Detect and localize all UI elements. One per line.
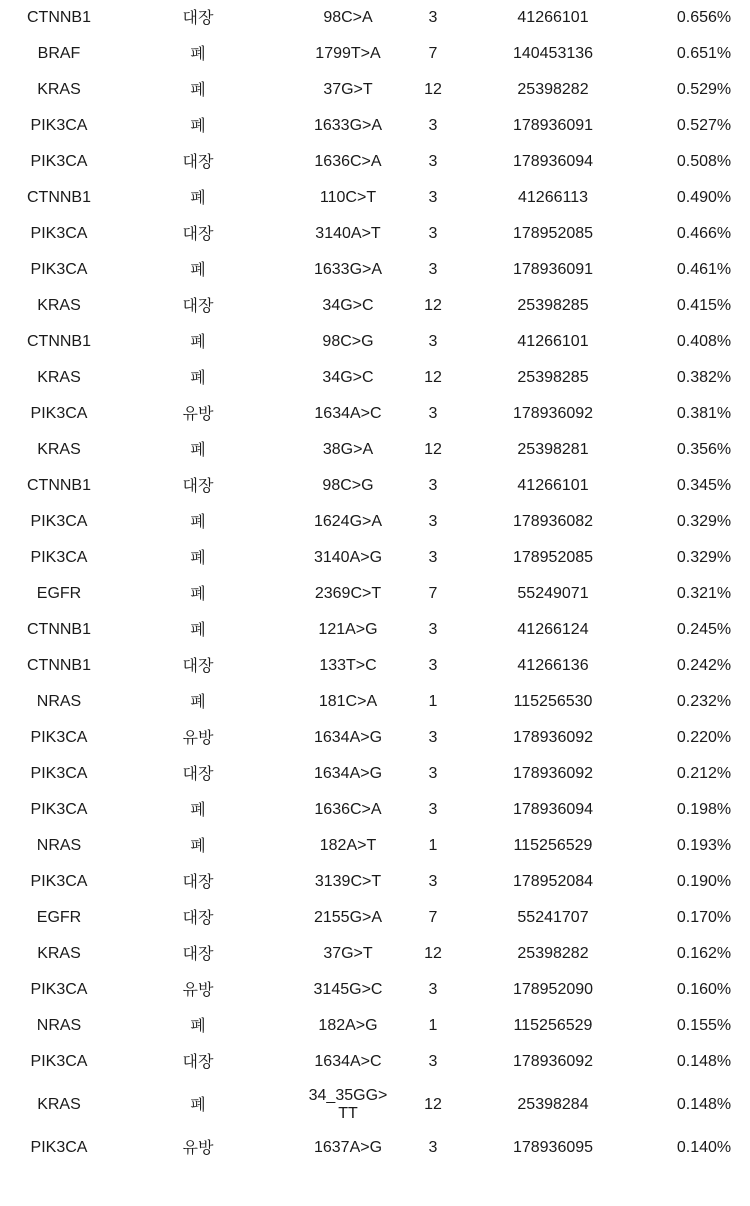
table-row xyxy=(0,72,750,108)
gene-cell: PIK3CA xyxy=(30,1139,88,1156)
tissue-cell: 폐 xyxy=(190,80,206,99)
mutation-text: 1633G>A xyxy=(313,117,383,134)
position-cell: 41266124 xyxy=(517,621,589,638)
mutation-text: 182A>T xyxy=(319,837,377,854)
position-cell: 178952090 xyxy=(512,981,594,998)
exon-cell: 1 xyxy=(428,693,438,710)
mutation-cell xyxy=(278,288,418,324)
table-row xyxy=(0,900,750,936)
mutation-text: 182A>G xyxy=(318,1017,378,1034)
position-cell: 25398282 xyxy=(517,81,589,98)
frequency-cell: 0.170% xyxy=(676,909,732,926)
position-cell: 41266101 xyxy=(517,477,589,494)
table-row xyxy=(0,396,750,432)
gene-cell: NRAS xyxy=(36,837,82,854)
table-row xyxy=(0,936,750,972)
tissue-cell: 폐 xyxy=(190,620,206,639)
frequency-cell: 0.651% xyxy=(676,45,732,62)
tissue-cell: 유방 xyxy=(182,980,214,999)
frequency-cell: 0.529% xyxy=(676,81,732,98)
gene-cell: PIK3CA xyxy=(30,513,88,530)
table-row xyxy=(0,1008,750,1044)
exon-cell: 3 xyxy=(428,477,438,494)
position-cell: 178936094 xyxy=(512,801,594,818)
mutation-cell xyxy=(278,648,418,684)
table-row xyxy=(0,1080,750,1130)
gene-cell: CTNNB1 xyxy=(26,189,91,206)
table-row xyxy=(0,0,750,36)
exon-cell: 3 xyxy=(428,1139,438,1156)
tissue-cell: 폐 xyxy=(190,512,206,531)
tissue-cell: 대장 xyxy=(182,764,214,783)
frequency-cell: 0.461% xyxy=(676,261,732,278)
frequency-cell: 0.490% xyxy=(676,189,732,206)
exon-cell: 12 xyxy=(424,81,442,98)
frequency-cell: 0.190% xyxy=(676,873,732,890)
position-cell: 178936092 xyxy=(512,729,594,746)
position-cell: 178936082 xyxy=(512,513,594,530)
exon-cell: 3 xyxy=(428,657,438,674)
mutation-cell xyxy=(278,792,418,828)
gene-cell: PIK3CA xyxy=(30,801,88,818)
gene-cell: KRAS xyxy=(37,441,81,458)
page-bottom-space xyxy=(0,1166,750,1206)
tissue-cell: 폐 xyxy=(190,1095,206,1114)
mutation-text: 1624G>A xyxy=(313,513,383,530)
exon-cell: 3 xyxy=(428,261,438,278)
tissue-cell: 유방 xyxy=(182,1138,214,1157)
frequency-cell: 0.160% xyxy=(676,981,732,998)
mutation-cell xyxy=(278,756,418,792)
position-cell: 178936091 xyxy=(512,261,594,278)
mutation-cell xyxy=(278,324,418,360)
mutation-cell xyxy=(278,0,418,36)
frequency-cell: 0.140% xyxy=(676,1139,732,1156)
mutation-text: 3139C>T xyxy=(314,873,382,890)
mutation-text: 3145G>C xyxy=(313,981,383,998)
position-cell: 178936092 xyxy=(512,405,594,422)
exon-cell: 3 xyxy=(428,801,438,818)
tissue-cell: 유방 xyxy=(182,404,214,423)
exon-cell: 3 xyxy=(428,153,438,170)
table-row xyxy=(0,1130,750,1166)
exon-cell: 3 xyxy=(428,333,438,350)
exon-cell: 3 xyxy=(428,621,438,638)
gene-cell: NRAS xyxy=(36,693,82,710)
tissue-cell: 폐 xyxy=(190,692,206,711)
gene-cell: CTNNB1 xyxy=(26,621,91,638)
position-cell: 41266101 xyxy=(517,333,589,350)
mutation-cell xyxy=(278,1008,418,1044)
table-row xyxy=(0,252,750,288)
frequency-cell: 0.148% xyxy=(676,1053,732,1070)
mutation-text: 34G>C xyxy=(322,297,374,314)
mutation-text: 37G>T xyxy=(323,81,373,98)
gene-cell: KRAS xyxy=(37,297,81,314)
position-cell: 115256529 xyxy=(513,837,593,854)
gene-cell: PIK3CA xyxy=(30,729,88,746)
mutation-text: 34G>C xyxy=(322,369,374,386)
mutation-cell xyxy=(278,180,418,216)
mutation-cell xyxy=(278,612,418,648)
gene-cell: PIK3CA xyxy=(30,873,88,890)
table-row xyxy=(0,216,750,252)
position-cell: 25398284 xyxy=(517,1096,589,1113)
mutation-cell xyxy=(278,828,418,864)
exon-cell: 3 xyxy=(428,117,438,134)
mutation-text: 38G>A xyxy=(322,441,374,458)
table-row xyxy=(0,144,750,180)
tissue-cell: 폐 xyxy=(190,44,206,63)
table-row xyxy=(0,720,750,756)
exon-cell: 7 xyxy=(428,909,438,926)
mutation-text: 2155G>A xyxy=(313,909,383,926)
position-cell: 41266101 xyxy=(517,9,589,26)
gene-cell: PIK3CA xyxy=(30,405,88,422)
gene-cell: PIK3CA xyxy=(30,117,88,134)
frequency-cell: 0.329% xyxy=(676,549,732,566)
exon-cell: 1 xyxy=(428,1017,438,1034)
position-cell: 115256530 xyxy=(513,693,593,710)
exon-cell: 1 xyxy=(428,837,438,854)
table-row xyxy=(0,288,750,324)
mutation-text: 110C>T xyxy=(319,189,377,206)
tissue-cell: 대장 xyxy=(182,1052,214,1071)
position-cell: 55241707 xyxy=(517,909,589,926)
exon-cell: 3 xyxy=(428,9,438,26)
gene-cell: PIK3CA xyxy=(30,261,88,278)
table-row xyxy=(0,180,750,216)
table-row xyxy=(0,1044,750,1080)
position-cell: 178936092 xyxy=(512,1053,594,1070)
gene-cell: KRAS xyxy=(37,81,81,98)
exon-cell: 3 xyxy=(428,765,438,782)
position-cell: 25398285 xyxy=(517,369,589,386)
tissue-cell: 폐 xyxy=(190,1016,206,1035)
table-row xyxy=(0,648,750,684)
mutation-cell xyxy=(278,1044,418,1080)
table-row xyxy=(0,612,750,648)
tissue-cell: 대장 xyxy=(182,656,214,675)
position-cell: 178952085 xyxy=(512,549,594,566)
tissue-cell: 대장 xyxy=(182,908,214,927)
mutation-cell xyxy=(278,432,418,468)
table-row xyxy=(0,108,750,144)
gene-cell: KRAS xyxy=(37,945,81,962)
tissue-cell: 대장 xyxy=(182,296,214,315)
tissue-cell: 폐 xyxy=(190,836,206,855)
position-cell: 178952085 xyxy=(512,225,594,242)
mutation-text: 1636C>A xyxy=(314,153,382,170)
tissue-cell: 폐 xyxy=(190,116,206,135)
mutation-cell xyxy=(278,576,418,612)
table-row xyxy=(0,468,750,504)
tissue-cell: 폐 xyxy=(190,188,206,207)
frequency-cell: 0.193% xyxy=(676,837,732,854)
position-cell: 41266113 xyxy=(518,189,588,206)
exon-cell: 3 xyxy=(428,189,438,206)
mutation-text: 1634A>C xyxy=(314,1053,382,1070)
mutation-text: 1799T>A xyxy=(315,45,381,62)
mutation-cell xyxy=(278,396,418,432)
mutation-text: 3140A>T xyxy=(315,225,381,242)
mutation-cell xyxy=(278,72,418,108)
frequency-cell: 0.381% xyxy=(676,405,732,422)
tissue-cell: 폐 xyxy=(190,368,206,387)
exon-cell: 12 xyxy=(424,369,442,386)
mutation-cell xyxy=(278,108,418,144)
exon-cell: 3 xyxy=(428,873,438,890)
tissue-cell: 유방 xyxy=(182,728,214,747)
mutation-text: 181C>A xyxy=(318,693,378,710)
mutation-cell xyxy=(278,1130,418,1166)
gene-cell: PIK3CA xyxy=(30,225,88,242)
mutation-cell xyxy=(278,720,418,756)
position-cell: 25398281 xyxy=(517,441,589,458)
exon-cell: 3 xyxy=(428,981,438,998)
frequency-cell: 0.220% xyxy=(676,729,732,746)
table-row xyxy=(0,828,750,864)
table-row xyxy=(0,792,750,828)
position-cell: 178936091 xyxy=(512,117,594,134)
gene-cell: CTNNB1 xyxy=(26,477,91,494)
position-cell: 25398285 xyxy=(517,297,589,314)
frequency-cell: 0.155% xyxy=(676,1017,732,1034)
frequency-cell: 0.212% xyxy=(676,765,732,782)
mutation-text: 34_35GG>TT xyxy=(308,1087,388,1122)
frequency-cell: 0.329% xyxy=(676,513,732,530)
exon-cell: 3 xyxy=(428,405,438,422)
table-row xyxy=(0,756,750,792)
frequency-cell: 0.148% xyxy=(676,1096,732,1113)
tissue-cell: 폐 xyxy=(190,584,206,603)
gene-cell: PIK3CA xyxy=(30,549,88,566)
mutation-cell xyxy=(278,252,418,288)
position-cell: 178936095 xyxy=(512,1139,594,1156)
gene-cell: EGFR xyxy=(36,909,82,926)
mutation-cell xyxy=(278,504,418,540)
frequency-cell: 0.356% xyxy=(676,441,732,458)
gene-cell: PIK3CA xyxy=(30,765,88,782)
mutation-text: 121A>G xyxy=(318,621,378,638)
frequency-cell: 0.245% xyxy=(676,621,732,638)
mutation-text: 3140A>G xyxy=(313,549,383,566)
tissue-cell: 폐 xyxy=(190,440,206,459)
table-row xyxy=(0,576,750,612)
mutation-cell xyxy=(278,360,418,396)
exon-cell: 3 xyxy=(428,729,438,746)
gene-cell: NRAS xyxy=(36,1017,82,1034)
gene-cell: KRAS xyxy=(37,1096,81,1113)
gene-cell: KRAS xyxy=(37,369,81,386)
frequency-cell: 0.321% xyxy=(676,585,732,602)
frequency-cell: 0.232% xyxy=(676,693,732,710)
frequency-cell: 0.527% xyxy=(676,117,732,134)
frequency-cell: 0.656% xyxy=(676,9,732,26)
exon-cell: 3 xyxy=(428,549,438,566)
frequency-cell: 0.242% xyxy=(676,657,732,674)
mutation-text: 37G>T xyxy=(323,945,373,962)
mutation-text: 1636C>A xyxy=(314,801,382,818)
table-row xyxy=(0,360,750,396)
mutation-cell xyxy=(278,900,418,936)
gene-cell: CTNNB1 xyxy=(26,657,91,674)
frequency-cell: 0.415% xyxy=(676,297,732,314)
exon-cell: 7 xyxy=(428,585,438,602)
mutation-cell xyxy=(278,468,418,504)
tissue-cell: 폐 xyxy=(190,332,206,351)
frequency-cell: 0.345% xyxy=(676,477,732,494)
tissue-cell: 대장 xyxy=(182,872,214,891)
tissue-cell: 폐 xyxy=(190,548,206,567)
mutation-text: 133T>C xyxy=(319,657,377,674)
gene-cell: PIK3CA xyxy=(30,981,88,998)
exon-cell: 12 xyxy=(424,441,442,458)
position-cell: 25398282 xyxy=(517,945,589,962)
mutation-text: 1634A>G xyxy=(313,729,383,746)
mutation-text: 1633G>A xyxy=(313,261,383,278)
tissue-cell: 대장 xyxy=(182,8,214,27)
tissue-cell: 대장 xyxy=(182,224,214,243)
frequency-cell: 0.198% xyxy=(676,801,732,818)
mutation-text: 1634A>C xyxy=(314,405,382,422)
table-row xyxy=(0,864,750,900)
tissue-cell: 대장 xyxy=(182,944,214,963)
table-row xyxy=(0,684,750,720)
gene-cell: PIK3CA xyxy=(30,1053,88,1070)
table-row xyxy=(0,36,750,72)
gene-cell: CTNNB1 xyxy=(26,9,91,26)
gene-cell: BRAF xyxy=(37,45,81,62)
mutation-text: 98C>A xyxy=(323,9,373,26)
mutation-cell xyxy=(278,864,418,900)
table-row xyxy=(0,972,750,1008)
frequency-cell: 0.466% xyxy=(676,225,732,242)
table-row xyxy=(0,432,750,468)
exon-cell: 7 xyxy=(428,45,438,62)
exon-cell: 3 xyxy=(428,225,438,242)
mutation-cell xyxy=(278,144,418,180)
exon-cell: 3 xyxy=(428,513,438,530)
gene-cell: EGFR xyxy=(36,585,82,602)
position-cell: 178936094 xyxy=(512,153,594,170)
mutation-cell xyxy=(278,972,418,1008)
exon-cell: 12 xyxy=(424,1096,442,1113)
position-cell: 178952084 xyxy=(512,873,594,890)
mutation-cell xyxy=(278,684,418,720)
mutation-cell xyxy=(278,1080,418,1130)
frequency-cell: 0.508% xyxy=(676,153,732,170)
tissue-cell: 폐 xyxy=(190,260,206,279)
position-cell: 178936092 xyxy=(512,765,594,782)
gene-cell: PIK3CA xyxy=(30,153,88,170)
exon-cell: 3 xyxy=(428,1053,438,1070)
tissue-cell: 대장 xyxy=(182,152,214,171)
tissue-cell: 대장 xyxy=(182,476,214,495)
tissue-cell: 폐 xyxy=(190,800,206,819)
mutation-cell xyxy=(278,936,418,972)
table-row xyxy=(0,504,750,540)
mutation-cell xyxy=(278,216,418,252)
frequency-cell: 0.408% xyxy=(676,333,732,350)
position-cell: 140453136 xyxy=(512,45,594,62)
mutation-text: 1637A>G xyxy=(313,1139,383,1156)
mutation-text: 98C>G xyxy=(322,477,374,494)
exon-cell: 12 xyxy=(424,297,442,314)
table-row xyxy=(0,324,750,360)
exon-cell: 12 xyxy=(424,945,442,962)
position-cell: 55249071 xyxy=(517,585,589,602)
table-row xyxy=(0,540,750,576)
gene-cell: CTNNB1 xyxy=(26,333,91,350)
position-cell: 41266136 xyxy=(517,657,589,674)
frequency-cell: 0.382% xyxy=(676,369,732,386)
mutation-cell xyxy=(278,540,418,576)
mutation-text: 98C>G xyxy=(322,333,374,350)
mutation-cell xyxy=(278,36,418,72)
frequency-cell: 0.162% xyxy=(676,945,732,962)
mutation-text: 1634A>G xyxy=(313,765,383,782)
position-cell: 115256529 xyxy=(513,1017,593,1034)
mutation-text: 2369C>T xyxy=(314,585,382,602)
